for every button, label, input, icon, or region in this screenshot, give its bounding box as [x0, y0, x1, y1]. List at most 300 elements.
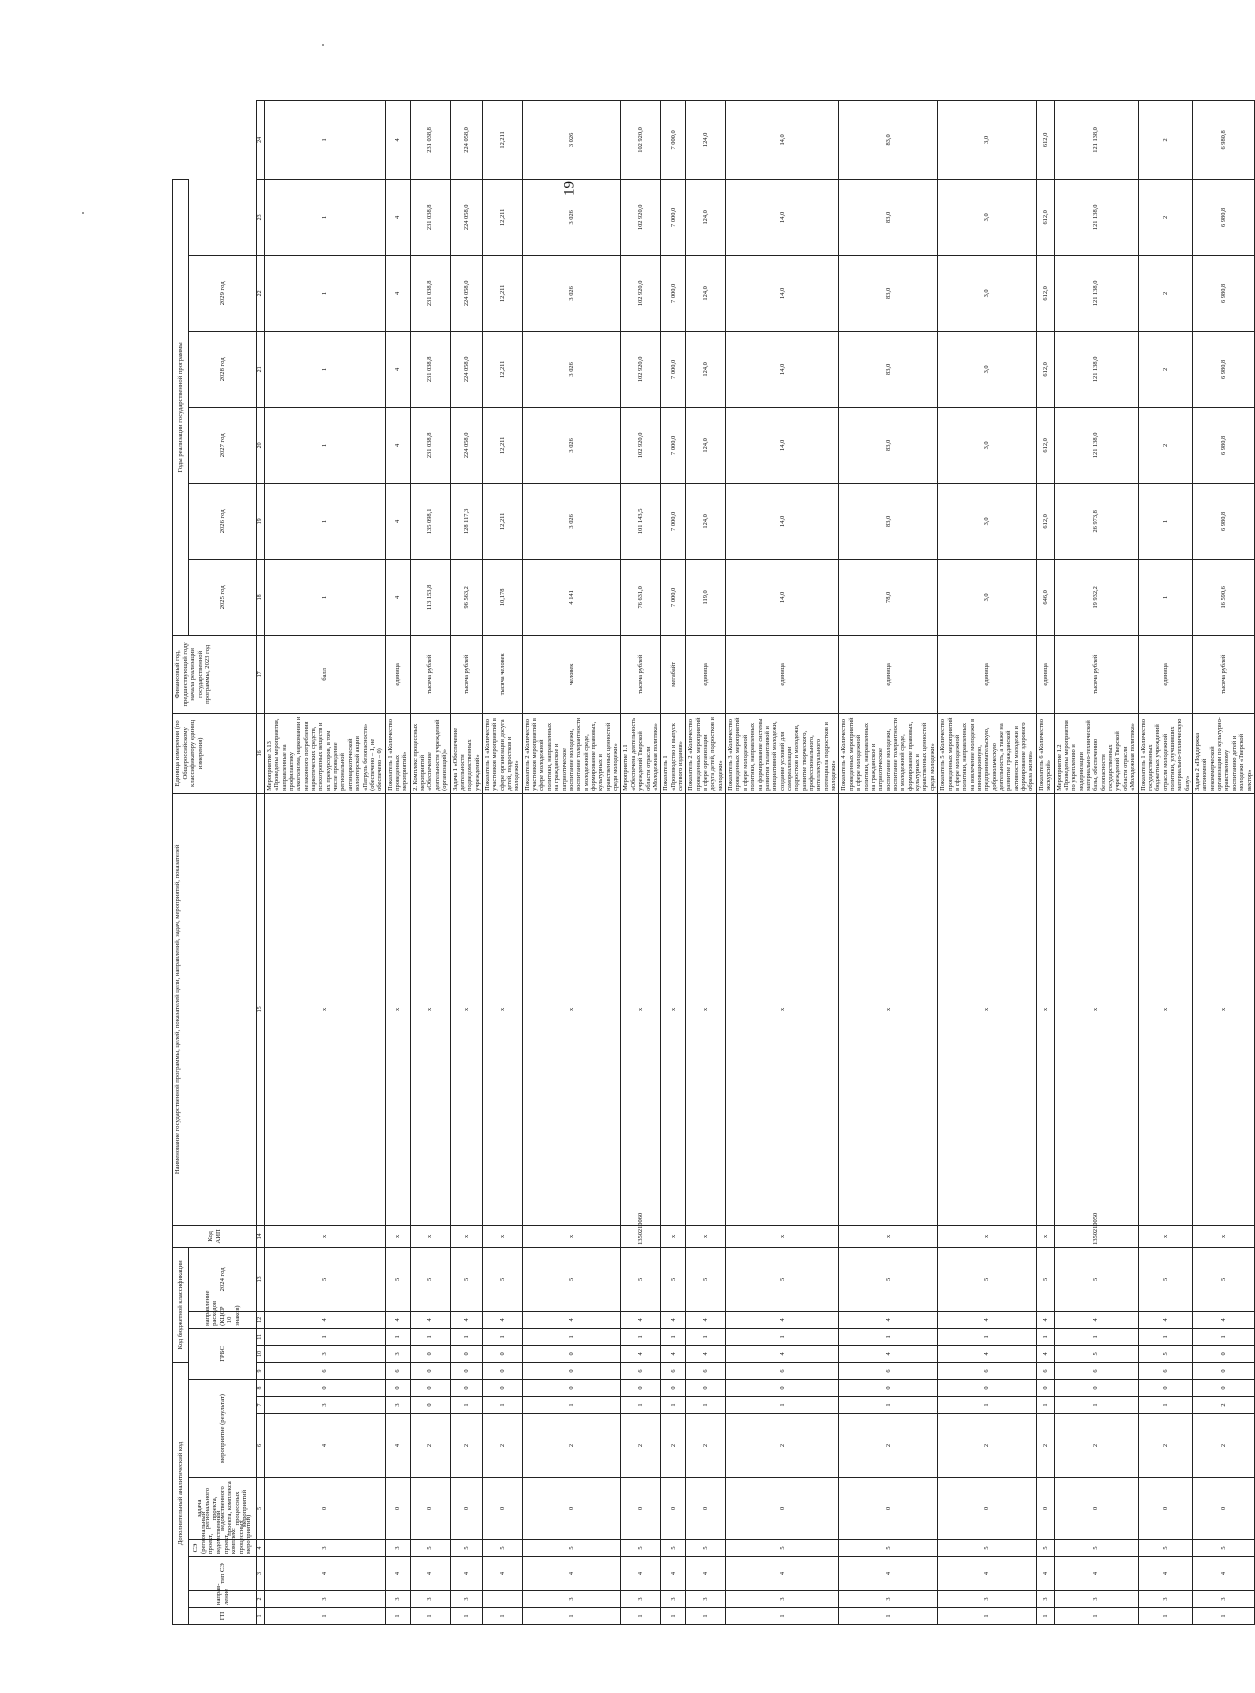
code-cell: 3: [450, 1591, 482, 1608]
code-cell: 3: [522, 1591, 621, 1608]
code-cell: 1: [264, 1608, 385, 1625]
table-row: [1193, 101, 1255, 1625]
year-value: 4: [385, 483, 410, 559]
code-cell: 5: [938, 1247, 1037, 1311]
code-cell: 0: [410, 1380, 450, 1397]
code-cell: 1: [1036, 1397, 1054, 1414]
code-cell: 4: [839, 1345, 938, 1362]
code-cell: 0: [482, 1380, 522, 1397]
code-cell: 6: [1138, 1362, 1193, 1379]
column-number: 12: [257, 1311, 265, 1328]
year-value: 7 000,0: [661, 483, 686, 559]
code-cell: 4: [661, 1557, 686, 1591]
column-number-row: [257, 101, 265, 1625]
code-cell: 6: [938, 1362, 1037, 1379]
column-number: 23: [257, 179, 265, 255]
year-value: 612,0: [1036, 179, 1054, 255]
code-cell: 1: [1138, 1608, 1193, 1625]
code-cell: 4: [522, 1311, 621, 1328]
column-number: 13: [257, 1247, 265, 1311]
code-cell: 0: [522, 1362, 621, 1379]
code-cell: 2: [522, 1414, 621, 1478]
column-number: 17: [257, 635, 265, 713]
code-cell: x: [522, 1225, 621, 1247]
code-cell: 0: [482, 1478, 522, 1540]
code-cell: 3: [385, 1540, 410, 1557]
year-value: 14,0: [726, 331, 839, 407]
code-cell: 4: [661, 1345, 686, 1362]
column-number: 5: [257, 1478, 265, 1540]
code-cell: 0: [522, 1345, 621, 1362]
rotated-content: [172, 100, 1253, 1625]
table-row: [686, 101, 726, 1625]
year-value: 102 920,0: [621, 255, 661, 331]
code-cell: x: [839, 1225, 938, 1247]
year-value: 231 038,8: [410, 255, 450, 331]
unit-cell: мегабайт: [661, 635, 686, 713]
code-cell: 0: [1054, 1478, 1138, 1540]
code-cell: 0: [482, 1362, 522, 1379]
year-value: 3,0: [938, 255, 1037, 331]
code-cell: 1: [661, 1328, 686, 1345]
code-cell: 5: [482, 1247, 522, 1311]
code-cell: 4: [686, 1311, 726, 1328]
code-cell: 4: [621, 1557, 661, 1591]
item-name: Показатель 5 «Количество проведенных мероприятий в сфере молодежной политики, направленных на вовлечение молодежи в инновационную, предпринимательскую, добровольческую деятельность, а также на развитие гражданской активности молодежи и формирование здорового образа жизни»: [938, 713, 1037, 793]
year-value: 2: [1138, 255, 1193, 331]
code-cell: 2: [450, 1414, 482, 1478]
prev-year-value: 10,178: [482, 559, 522, 635]
code-cell: x: [621, 793, 661, 1225]
unit-cell: тысяча человек: [482, 635, 522, 713]
code-cell: 3: [938, 1591, 1037, 1608]
code-cell: 2: [839, 1414, 938, 1478]
year-value: 6 980,8: [1193, 483, 1255, 559]
year-value: 83,0: [839, 101, 938, 180]
column-number: 1: [257, 1608, 265, 1625]
table-row: [522, 101, 621, 1625]
item-name: Мероприятие 3.13 «Проведены мероприятия, направленные на профилактику алкоголизма, наркомании и незаконного потребления наркотических средств, психотропных веществ и их прекурсоров, в том числе проведение региональной антинаркотической волонтерской акции «Патруль безопасности» (обеспечено – 1, не обеспечено – 0): [264, 713, 385, 793]
code-cell: 4: [385, 1311, 410, 1328]
code-cell: 0: [1193, 1478, 1255, 1540]
code-cell: 0: [938, 1380, 1037, 1397]
year-value: 4: [385, 331, 410, 407]
table-row: [661, 101, 686, 1625]
scan-speck: [322, 44, 324, 46]
code-cell: 1: [1036, 1328, 1054, 1345]
code-cell: 5: [686, 1247, 726, 1311]
code-cell: 6: [661, 1362, 686, 1379]
year-value: 83,0: [839, 331, 938, 407]
code-cell: x: [410, 1225, 450, 1247]
year-value: 14,0: [726, 483, 839, 559]
code-cell: 1: [621, 1397, 661, 1414]
code-cell: 1: [1054, 1397, 1138, 1414]
year-value: 83,0: [839, 179, 938, 255]
code-cell: 1: [450, 1608, 482, 1625]
table-row: [385, 101, 410, 1625]
code-cell: 2: [726, 1414, 839, 1478]
unit-cell: тысяча рублей: [1193, 635, 1255, 713]
code-cell: x: [410, 793, 450, 1225]
year-value: 121 138,0: [1054, 101, 1138, 180]
code-cell: 1: [410, 1608, 450, 1625]
prev-year-value: 16 590,6: [1193, 559, 1255, 635]
code-cell: 4: [661, 1311, 686, 1328]
code-cell: 0: [1138, 1478, 1193, 1540]
code-cell: 0: [450, 1380, 482, 1397]
code-cell: 1350210060: [621, 1225, 661, 1247]
code-cell: 4: [1054, 1557, 1138, 1591]
code-cell: 3: [1036, 1591, 1054, 1608]
code-cell: x: [385, 793, 410, 1225]
code-cell: 0: [726, 1380, 839, 1397]
table-row: [726, 101, 839, 1625]
code-cell: 4: [621, 1345, 661, 1362]
header-gp: ГП: [189, 1608, 257, 1625]
unit-cell: единица: [938, 635, 1037, 713]
code-cell: 0: [726, 1478, 839, 1540]
code-cell: x: [482, 793, 522, 1225]
code-cell: x: [839, 793, 938, 1225]
code-cell: 0: [264, 1380, 385, 1397]
table-row: [1036, 101, 1054, 1625]
year-value: 12,211: [482, 407, 522, 483]
code-cell: 0: [661, 1478, 686, 1540]
code-cell: 5: [621, 1247, 661, 1311]
year-value: 2: [1138, 331, 1193, 407]
code-cell: 4: [839, 1557, 938, 1591]
unit-cell: тысяча рублей: [410, 635, 450, 713]
code-cell: 1: [726, 1397, 839, 1414]
year-value: 128 117,3: [450, 483, 482, 559]
program-table: [172, 100, 1255, 1625]
code-cell: 5: [1138, 1540, 1193, 1557]
year-value: 224 058,0: [450, 101, 482, 180]
code-cell: 5: [1054, 1247, 1138, 1311]
code-cell: 3: [385, 1345, 410, 1362]
code-cell: x: [686, 1225, 726, 1247]
code-cell: 5: [938, 1540, 1037, 1557]
code-cell: 4: [726, 1311, 839, 1328]
code-cell: 5: [482, 1540, 522, 1557]
code-cell: 4: [726, 1345, 839, 1362]
code-cell: 0: [450, 1478, 482, 1540]
year-value: 7 000,0: [661, 179, 686, 255]
unit-cell: балл: [264, 635, 385, 713]
code-cell: 0: [621, 1380, 661, 1397]
header-year-2027: 2027 год: [189, 407, 257, 483]
table-row: [839, 101, 938, 1625]
code-cell: x: [522, 793, 621, 1225]
item-name: Показатель 2 «Количество проведенных мероприятий в сфере организации досуга детей, подростков и молодежи»: [686, 713, 726, 793]
column-number: 14: [257, 1225, 265, 1247]
year-value: 135 098,1: [410, 483, 450, 559]
year-value: 12,211: [482, 179, 522, 255]
header-name: Наименование государственной программы, целей, показателей цели, направлений, задач, мероприятий, показателей: [173, 793, 257, 1225]
year-value: 1: [264, 331, 385, 407]
code-cell: 5: [410, 1540, 450, 1557]
year-value: 3 026: [522, 101, 621, 180]
code-cell: 5: [385, 1247, 410, 1311]
code-cell: 5: [522, 1540, 621, 1557]
code-cell: 3: [726, 1591, 839, 1608]
code-cell: x: [938, 1225, 1037, 1247]
item-name: Мероприятие 1.1 «Обеспечена деятельность учреждений Тверской области отрасли «Молодежная политика»: [621, 713, 661, 793]
code-cell: x: [385, 1225, 410, 1247]
code-cell: 5: [450, 1247, 482, 1311]
year-value: 83,0: [839, 483, 938, 559]
item-name: Показатель 4 «Количество проведенных мероприятий в сфере молодежной политики, направленных на гражданское и патриотическое воспитание молодежи, воспитание толерантности в молодежной среде, формирование правовых, культурных и нравственных ценностей среди молодежи»: [839, 713, 938, 793]
code-cell: 0: [661, 1380, 686, 1397]
column-number: 9: [257, 1362, 265, 1379]
prev-year-value: 3,0: [938, 559, 1037, 635]
year-value: 12,211: [482, 483, 522, 559]
item-name: Задача 2 «Поддержка автономной некоммерческой организации по культурно-нравственному воспитанию детей и молодежи «Тверской вектор»: [1193, 713, 1255, 793]
code-cell: 1: [661, 1397, 686, 1414]
year-value: 3 026: [522, 255, 621, 331]
year-value: 6 980,8: [1193, 101, 1255, 180]
unit-cell: единица: [385, 635, 410, 713]
year-value: 2: [1138, 101, 1193, 180]
column-number: 21: [257, 331, 265, 407]
code-cell: 3: [385, 1591, 410, 1608]
table-row: [450, 101, 482, 1625]
code-cell: 0: [1054, 1380, 1138, 1397]
year-value: 7 000,0: [661, 255, 686, 331]
year-value: 3,0: [938, 331, 1037, 407]
year-value: 124,0: [686, 255, 726, 331]
rotated-page: [172, 100, 1253, 1625]
code-cell: 0: [410, 1345, 450, 1362]
year-value: 4: [385, 179, 410, 255]
code-cell: 4: [1036, 1311, 1054, 1328]
year-value: 6 980,8: [1193, 179, 1255, 255]
code-cell: 5: [661, 1247, 686, 1311]
header-year-2024: 2024 год: [189, 1247, 257, 1311]
code-cell: x: [450, 793, 482, 1225]
code-cell: x: [661, 793, 686, 1225]
code-cell: 5: [1138, 1345, 1193, 1362]
code-cell: 0: [522, 1380, 621, 1397]
code-cell: 3: [264, 1345, 385, 1362]
code-cell: 1: [621, 1608, 661, 1625]
code-cell: x: [726, 793, 839, 1225]
code-cell: 0: [410, 1362, 450, 1379]
year-value: 3,0: [938, 101, 1037, 180]
code-cell: 5: [1054, 1540, 1138, 1557]
code-cell: 1: [839, 1608, 938, 1625]
code-cell: x: [938, 793, 1037, 1225]
code-cell: 3: [410, 1591, 450, 1608]
code-cell: 0: [482, 1345, 522, 1362]
unit-cell: тысяча рублей: [1054, 635, 1138, 713]
code-cell: x: [1036, 793, 1054, 1225]
code-cell: 0: [1193, 1380, 1255, 1397]
code-cell: 4: [1193, 1557, 1255, 1591]
code-cell: 4: [450, 1311, 482, 1328]
year-value: 224 058,0: [450, 407, 482, 483]
year-value: 224 058,0: [450, 179, 482, 255]
code-cell: 2: [621, 1414, 661, 1478]
prev-year-value: 76 631,0: [621, 559, 661, 635]
code-cell: 0: [450, 1362, 482, 1379]
code-cell: 5: [1193, 1247, 1255, 1311]
column-number: 15: [257, 793, 265, 1225]
year-value: 3 026: [522, 407, 621, 483]
unit-cell: тысяча рублей: [621, 635, 661, 713]
year-value: 1: [264, 255, 385, 331]
year-value: 2: [1138, 179, 1193, 255]
table-row: [410, 101, 450, 1625]
column-number: 19: [257, 483, 265, 559]
code-cell: 1: [482, 1328, 522, 1345]
code-cell: x: [264, 1225, 385, 1247]
code-cell: 5: [264, 1247, 385, 1311]
code-cell: 4: [264, 1557, 385, 1591]
code-cell: x: [482, 1225, 522, 1247]
code-cell: 6: [1054, 1362, 1138, 1379]
code-cell: 2: [410, 1414, 450, 1478]
year-value: 1: [264, 179, 385, 255]
code-cell: 0: [410, 1397, 450, 1414]
code-cell: 1: [482, 1397, 522, 1414]
code-cell: 4: [264, 1311, 385, 1328]
code-cell: 2: [482, 1414, 522, 1478]
code-cell: x: [1138, 1225, 1193, 1247]
code-cell: x: [1138, 793, 1193, 1225]
code-cell: 0: [839, 1380, 938, 1397]
year-value: 12,211: [482, 101, 522, 180]
year-value: 4: [385, 255, 410, 331]
code-cell: 1: [661, 1608, 686, 1625]
prev-year-value: 4: [385, 559, 410, 635]
year-value: 121 138,0: [1054, 255, 1138, 331]
code-cell: 1: [264, 1328, 385, 1345]
table-row: [621, 101, 661, 1625]
year-value: 124,0: [686, 407, 726, 483]
prev-year-value: 78,0: [839, 559, 938, 635]
unit-cell: человек: [522, 635, 621, 713]
code-cell: 1: [938, 1397, 1037, 1414]
year-value: 124,0: [686, 179, 726, 255]
year-value: 121 138,0: [1054, 179, 1138, 255]
code-cell: 0: [385, 1478, 410, 1540]
column-number: 24: [257, 101, 265, 180]
year-value: 102 920,0: [621, 407, 661, 483]
code-cell: 1: [1138, 1397, 1193, 1414]
code-cell: 3: [686, 1591, 726, 1608]
code-cell: 6: [264, 1362, 385, 1379]
code-cell: 4: [938, 1311, 1037, 1328]
year-value: 7 000,0: [661, 331, 686, 407]
code-cell: 1: [385, 1328, 410, 1345]
column-number: 6: [257, 1414, 265, 1478]
code-cell: 2: [1193, 1414, 1255, 1478]
code-cell: 5: [726, 1247, 839, 1311]
code-cell: 5: [686, 1540, 726, 1557]
prev-year-value: 1: [264, 559, 385, 635]
column-number: 4: [257, 1540, 265, 1557]
code-cell: 0: [1138, 1380, 1193, 1397]
year-value: 12,211: [482, 331, 522, 407]
code-cell: 2: [1193, 1397, 1255, 1414]
column-number: 3: [257, 1557, 265, 1591]
code-cell: 1: [1036, 1608, 1054, 1625]
code-cell: 0: [1193, 1345, 1255, 1362]
code-cell: 4: [1138, 1557, 1193, 1591]
table-row: [264, 101, 385, 1625]
code-cell: 1: [686, 1397, 726, 1414]
prev-year-value: 646,0: [1036, 559, 1054, 635]
code-cell: 4: [482, 1557, 522, 1591]
item-name: Показатель 6 «Количество экскурсий»: [1036, 713, 1054, 793]
code-cell: 4: [522, 1557, 621, 1591]
code-cell: 4: [1054, 1311, 1138, 1328]
year-value: 1: [264, 407, 385, 483]
code-cell: 5: [839, 1540, 938, 1557]
code-cell: x: [264, 793, 385, 1225]
prev-year-value: 7 000,0: [661, 559, 686, 635]
column-number: 18: [257, 559, 265, 635]
code-cell: 4: [686, 1557, 726, 1591]
code-cell: 5: [839, 1247, 938, 1311]
year-value: 14,0: [726, 255, 839, 331]
code-cell: 6: [1036, 1362, 1054, 1379]
code-cell: 1: [621, 1328, 661, 1345]
unit-cell: единица: [1036, 635, 1054, 713]
code-cell: 3: [621, 1591, 661, 1608]
column-number: 11: [257, 1328, 265, 1345]
code-cell: 0: [385, 1380, 410, 1397]
table-body: [257, 101, 1255, 1625]
code-cell: 0: [1036, 1380, 1054, 1397]
prev-year-value: 96 563,2: [450, 559, 482, 635]
code-cell: 0: [839, 1478, 938, 1540]
column-number: 10: [257, 1345, 265, 1362]
year-value: 124,0: [686, 483, 726, 559]
code-cell: 3: [264, 1397, 385, 1414]
year-value: 4: [385, 101, 410, 180]
code-cell: 5: [661, 1540, 686, 1557]
year-value: 3 026: [522, 483, 621, 559]
code-cell: 3: [264, 1540, 385, 1557]
year-value: 224 058,0: [450, 331, 482, 407]
code-cell: 0: [450, 1345, 482, 1362]
year-value: 14,0: [726, 407, 839, 483]
year-value: 612,0: [1036, 407, 1054, 483]
table-row: [1054, 101, 1138, 1625]
code-cell: 0: [1193, 1362, 1255, 1379]
code-cell: 4: [385, 1557, 410, 1591]
code-cell: 1: [726, 1608, 839, 1625]
unit-cell: единица: [839, 635, 938, 713]
code-cell: x: [726, 1225, 839, 1247]
table-row: [482, 101, 522, 1625]
year-value: 6 980,8: [1193, 331, 1255, 407]
code-cell: 0: [938, 1478, 1037, 1540]
code-cell: x: [1036, 1225, 1054, 1247]
code-cell: 3: [264, 1591, 385, 1608]
header-year-2028: 2028 год: [189, 331, 257, 407]
scan-speck: [82, 212, 84, 214]
year-value: 102 920,0: [621, 331, 661, 407]
year-value: 83,0: [839, 255, 938, 331]
item-name: Показатель 2 «Количество участников мероприятий в сфере молодежной политики, направленных на гражданское и патриотическое воспитание молодежи, воспитание толерантности в молодежной среде, формирование правовых, культурных и нравственных ценностей среди молодежи»: [522, 713, 621, 793]
code-cell: 1: [686, 1608, 726, 1625]
code-cell: 4: [410, 1311, 450, 1328]
column-number: 20: [257, 407, 265, 483]
